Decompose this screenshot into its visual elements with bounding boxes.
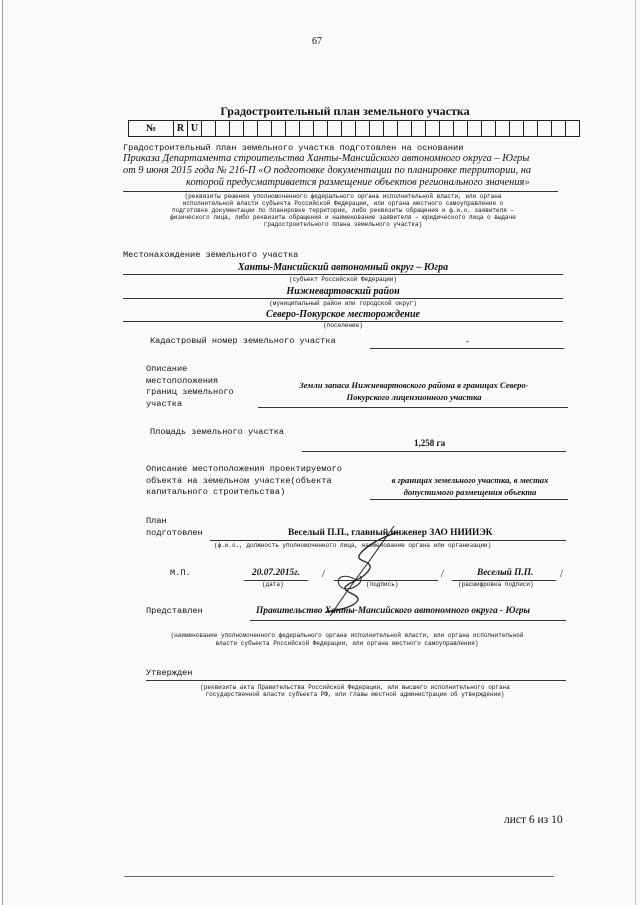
basis-line-3: которой предусматривается размещение объектов регионального значения» [186,177,530,188]
grid-cell [342,121,356,137]
basis-note-3: подготовке документации по планировке территории, либо реквизиты обращения и ф.и.о. заявителя – [171,207,515,214]
boundaries-line [258,407,568,408]
boundaries-value-line-2: Покурского лицензионного участка [346,392,482,402]
object-value [372,474,568,498]
handwritten-signature [300,520,410,620]
grid-cell [524,121,538,137]
prepared-label-line-1: План [146,516,167,526]
grid-cell [468,121,482,137]
presented-label: Представлен [146,606,203,616]
presented-note-2: власти субъекта Российской Федерации, или органа местного самоуправления) [215,640,479,647]
boundaries-value-line-1: Земли запаса Нижневартовского района в границах Северо- [299,380,529,390]
seal-placeholder: М.П. [170,568,191,578]
basis-note-4: физического лица, либо реквизиты обращения и наименование заявителя – юридического лица о выдаче [170,214,516,221]
grid-cell [356,121,370,137]
grid-cell [244,121,258,137]
approved-line [146,680,566,681]
location-label: Местонахождение земельного участка [123,250,299,260]
grid-cell [328,121,342,137]
signature-decoding: Веселый П.П. [477,568,534,578]
approved-note-2: государственной власти субъекта РФ, или главы местной администрации об утверждении) [205,691,505,698]
sheet-number: лист 6 из 10 [504,814,563,826]
page-title: Градостроительный план земельного участка [220,104,470,118]
grid-cell [314,121,328,137]
location-settlement-note: (поселение) [323,322,363,329]
object-line [370,499,568,500]
scan-edge-right [635,0,636,905]
presented-value: Правительство Ханты-Мансийского автономного округа - Югры [256,606,531,616]
location-subject-note: (субъект Российской Федерации) [288,276,398,283]
grid-cell [552,121,566,137]
location-subject-line [123,274,563,275]
signature-date: 20.07.2015г. [252,568,300,578]
area-label: Площадь земельного участка [150,427,285,437]
location-district-note: (муниципальный район или городской округ) [269,300,417,307]
basis-underline [123,191,558,192]
presented-note-1: (наименование уполномоченного федерального органа исполнительной власти, или органа исполнительной [170,632,524,639]
signature-decoding-note: (расшифровка подписи) [458,581,534,588]
grid-cell [482,121,496,137]
boundaries-value [262,379,566,403]
grid-cell [216,121,230,137]
location-settlement: Северо-Покурское месторождение [266,309,420,320]
grid-cell: R [174,121,188,137]
grid-cell [384,121,398,137]
object-label-line-1: Описание местоположения проектируемого [146,464,342,474]
object-label-line-2: объекта на земельном участке(объекта [146,475,332,486]
basis-line-2: от 9 июня 2015 года № 216-П «О подготовке документации по планировке территории, на [123,165,532,176]
grid-cell [370,121,384,137]
boundaries-label-line-2: местоположения [146,375,219,386]
grid-cell [272,121,286,137]
signature-date-note: (дата) [262,581,284,588]
basis-note-5: градостроительного плана земельного участка) [263,221,423,228]
signature-slash-1: / [322,569,325,580]
grid-cell [454,121,468,137]
grid-cell [286,121,300,137]
grid-cell [412,121,426,137]
grid-cell [440,121,454,137]
grid-cell [398,121,412,137]
prepared-label [146,516,203,539]
boundaries-label [146,364,234,410]
location-district-line [123,298,563,299]
prepared-note: (ф.и.о., должность уполномоченного лица, наименование органа или организации) [214,542,492,549]
location-subject: Ханты-Мансийский автономный округ – Югра [237,262,449,273]
basis-line-1: Приказа Департамента строительства Ханты-Мансийского автономного округа – Югры [123,153,530,164]
grid-cell [230,121,244,137]
approved-label: Утвержден [146,668,193,678]
object-value-line-2: допустимого размещения объекта [403,487,537,497]
grid-cell [258,121,272,137]
grid-cell [426,121,440,137]
cadastral-label: Кадастровый номер земельного участка [150,336,336,346]
signature-slash-3: / [560,569,563,580]
signature-slash-2: / [441,569,444,580]
signature-sign-note: (подпись) [366,581,399,588]
basis-note-1: (реквизиты решения уполномоченного федерального органа исполнительной власти, или органа [184,193,502,200]
grid-cell [496,121,510,137]
grid-cell [538,121,552,137]
location-district: Нижневартовский район [286,286,400,297]
basis-prefix: Градостроительный план земельного участка подготовлен на основании [123,143,464,153]
prepared-label-line-2: подготовлен [146,527,203,538]
boundaries-label-line-3: границ земельного [146,387,234,397]
area-value: 1,258 га [414,438,446,448]
cadastral-value: - [466,336,469,346]
grid-cell [510,121,524,137]
grid-cell [566,121,580,137]
grid-cell [300,121,314,137]
object-label [146,464,342,499]
registration-number-grid [128,120,580,137]
approved-note-1: (реквизиты акта Правительства Российской Федерации, или высшего исполнительного органа [200,684,510,691]
object-value-line-1: в границах земельного участка, в местах [391,475,549,485]
object-label-line-3: капитального строительства) [146,487,286,497]
boundaries-label-line-1: Описание [146,364,188,374]
prepared-value: Веселый П.П., главный инженер ЗАО НИИИЭК [288,528,493,538]
presented-line [250,620,566,621]
grid-cell [202,121,216,137]
grid-cell-number-sign: № [129,121,174,137]
scan-edge-left [2,0,3,905]
cadastral-line [370,348,564,349]
page-number: 67 [312,36,322,47]
basis-note-2: исполнительной власти субъекта Российской Федерации, или органа местного самоуправления о [182,200,504,207]
boundaries-label-line-4: участка [146,398,183,409]
bottom-line [124,876,554,877]
area-line [302,451,566,452]
grid-cell: U [188,121,202,137]
